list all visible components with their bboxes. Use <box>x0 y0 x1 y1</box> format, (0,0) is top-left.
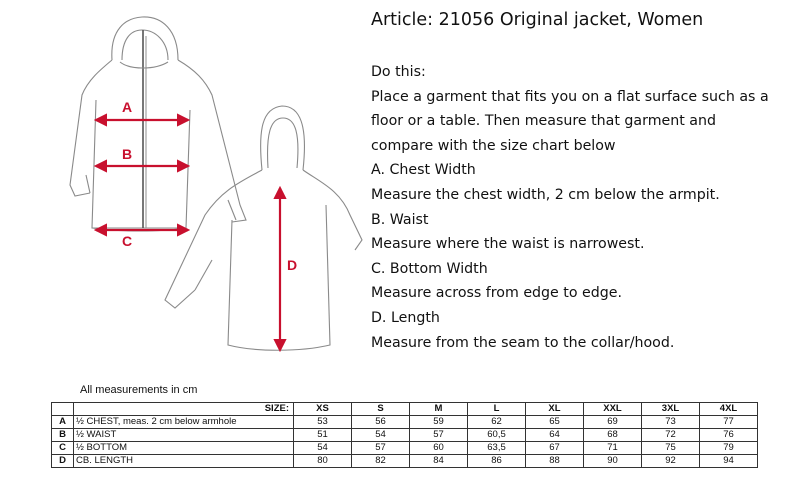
jacket-back-drawing <box>165 106 362 350</box>
label-a: A <box>122 99 133 115</box>
jacket-illustration <box>0 0 370 370</box>
table-cell: 51 <box>294 429 352 442</box>
size-header-label: SIZE: <box>74 403 294 416</box>
row-letter: D <box>52 455 74 468</box>
instruction-line: floor or a table. Then measure that garment and <box>371 113 717 130</box>
label-c: C <box>122 233 133 249</box>
table-cell: 71 <box>584 442 642 455</box>
table-cell: 79 <box>700 442 758 455</box>
row-letter: B <box>52 429 74 442</box>
table-row <box>52 416 758 429</box>
table-header-row <box>52 403 758 416</box>
instruction-heading-bottom: C. Bottom Width <box>371 260 488 277</box>
measurement-note: All measurements in cm <box>80 384 198 396</box>
table-cell: 73 <box>642 416 700 429</box>
jacket-front-drawing <box>70 17 246 231</box>
table-cell: 92 <box>642 455 700 468</box>
instruction-heading-waist: B. Waist <box>371 211 429 228</box>
table-cell: 76 <box>700 429 758 442</box>
table-cell: 77 <box>700 416 758 429</box>
table-cell: 57 <box>410 429 468 442</box>
table-cell: 57 <box>352 442 410 455</box>
table-cell: 84 <box>410 455 468 468</box>
table-cell: 90 <box>584 455 642 468</box>
table-cell: 67 <box>526 442 584 455</box>
measuring-instructions <box>371 60 791 355</box>
table-cell: 75 <box>642 442 700 455</box>
instruction-line: Measure across from edge to edge. <box>371 285 623 302</box>
table-cell: 86 <box>468 455 526 468</box>
row-label: CB. LENGTH <box>74 455 294 468</box>
table-cell: 64 <box>526 429 584 442</box>
instruction-line: Place a garment that fits you on a flat surface such as a <box>371 88 769 105</box>
row-letter: C <box>52 442 74 455</box>
size-chart-table <box>51 402 758 468</box>
instruction-line: Measure where the waist is narrowest. <box>371 236 645 253</box>
row-label: ½ BOTTOM <box>74 442 294 455</box>
table-cell: 60,5 <box>468 429 526 442</box>
table-cell: 56 <box>352 416 410 429</box>
table-cell: 88 <box>526 455 584 468</box>
size-column-header: XXL <box>584 403 642 416</box>
size-column-header: 3XL <box>642 403 700 416</box>
row-label: ½ WAIST <box>74 429 294 442</box>
size-column-header: M <box>410 403 468 416</box>
label-b: B <box>122 146 133 162</box>
table-cell: 82 <box>352 455 410 468</box>
table-row <box>52 429 758 442</box>
instruction-line: Measure from the seam to the collar/hood. <box>371 334 675 351</box>
table-cell: 63,5 <box>468 442 526 455</box>
table-cell: 68 <box>584 429 642 442</box>
instruction-intro: Do this: <box>371 64 426 80</box>
table-row <box>52 455 758 468</box>
table-row <box>52 442 758 455</box>
instruction-heading-length: D. Length <box>371 309 440 326</box>
table-cell: 59 <box>410 416 468 429</box>
size-column-header: 4XL <box>700 403 758 416</box>
label-d: D <box>287 257 298 273</box>
row-letter: A <box>52 416 74 429</box>
table-cell: 54 <box>294 442 352 455</box>
table-cell: 80 <box>294 455 352 468</box>
table-cell: 94 <box>700 455 758 468</box>
size-column-header: S <box>352 403 410 416</box>
article-title: Article: 21056 Original jacket, Women <box>371 10 704 30</box>
table-cell: 62 <box>468 416 526 429</box>
size-column-header: L <box>468 403 526 416</box>
table-cell: 72 <box>642 429 700 442</box>
instruction-heading-chest: A. Chest Width <box>371 162 476 179</box>
table-cell: 53 <box>294 416 352 429</box>
table-cell: 69 <box>584 416 642 429</box>
table-cell: 65 <box>526 416 584 429</box>
table-cell: 60 <box>410 442 468 455</box>
size-column-header: XL <box>526 403 584 416</box>
size-column-header: XS <box>294 403 352 416</box>
header-empty-cell <box>52 403 74 416</box>
table-cell: 54 <box>352 429 410 442</box>
row-label: ½ CHEST, meas. 2 cm below armhole <box>74 416 294 429</box>
instruction-line: Measure the chest width, 2 cm below the armpit. <box>371 186 720 203</box>
instruction-line: compare with the size chart below <box>371 137 616 154</box>
